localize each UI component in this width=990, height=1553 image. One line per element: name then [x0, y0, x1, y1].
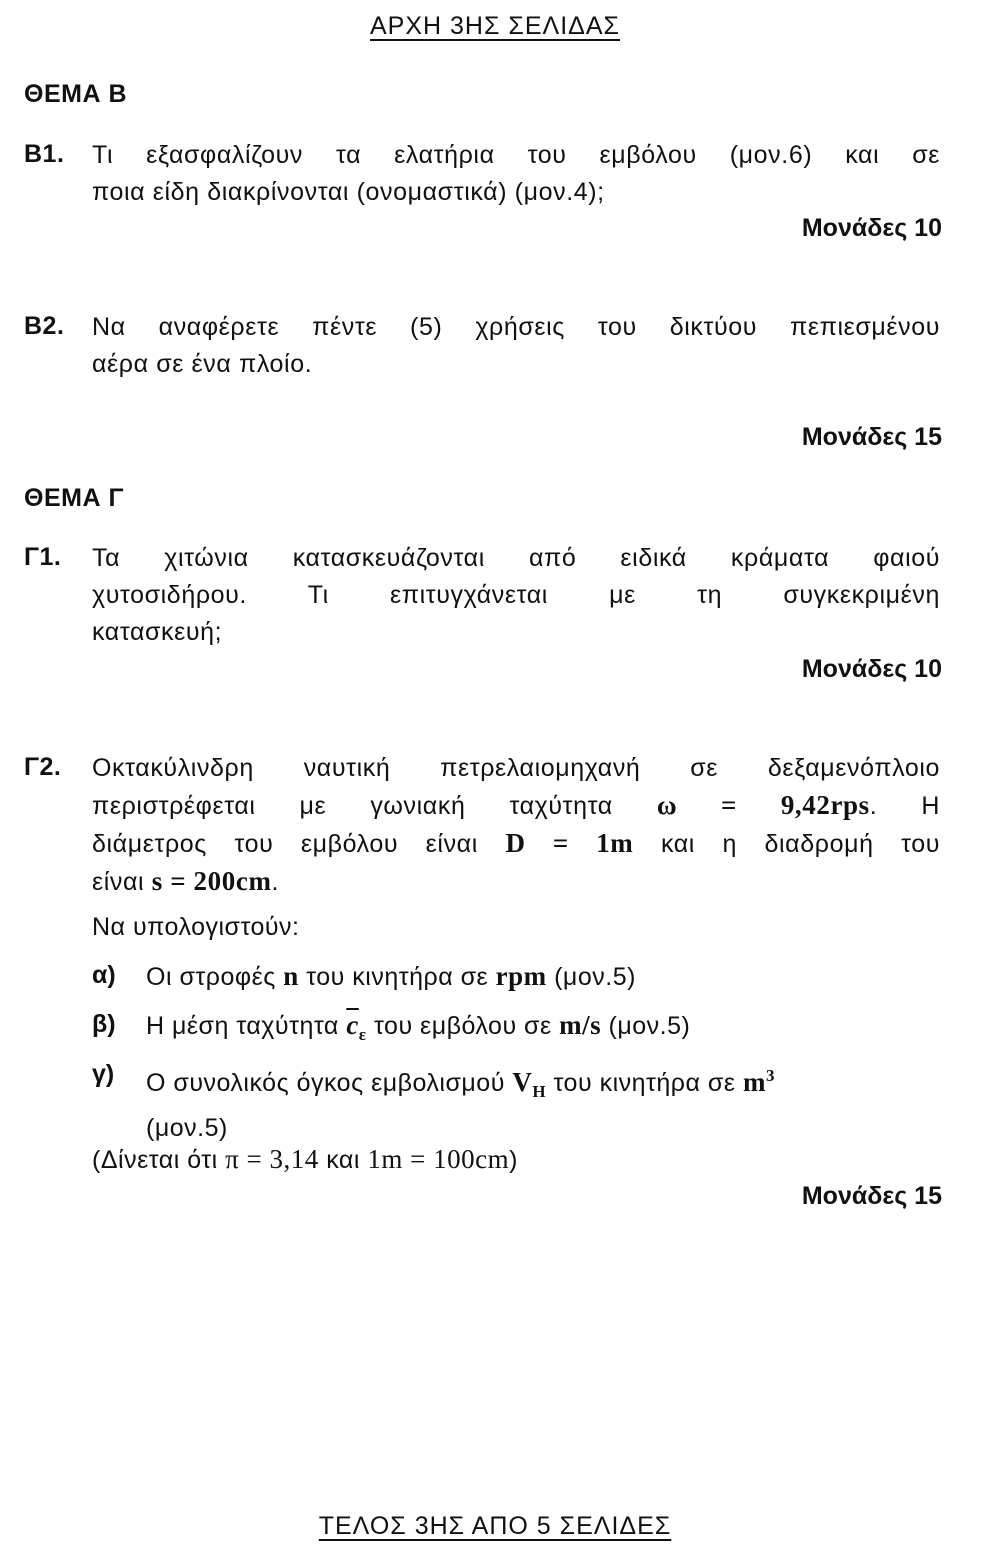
question-c2-label: Γ2. — [24, 753, 62, 781]
text-fragment: Η μέση ταχύτητα — [146, 1012, 339, 1040]
text-fragment: περιστρέφεται με γωνιακή ταχύτητα — [92, 792, 613, 820]
item-a-text — [146, 958, 936, 996]
symbol-v: V — [512, 1067, 533, 1097]
item-c-label: γ) — [92, 1060, 115, 1088]
question-c1-marks: Μονάδες 10 — [801, 655, 942, 683]
text-line: κατασκευή; — [92, 618, 223, 646]
meter-expression: 1m = 100cm — [367, 1144, 510, 1174]
text-fragment: και η διαδρομή του — [660, 830, 941, 858]
symbol-subscript: H — [532, 1082, 547, 1101]
text-line: Οκτακύλινδρη ναυτική πετρελαιομηχανή σε δεξαμενόπλοιο — [92, 754, 940, 782]
item-a-label: α) — [92, 961, 116, 989]
item-c-text — [146, 1057, 936, 1147]
text-line — [92, 863, 940, 901]
text-fragment: . Η — [869, 792, 941, 820]
text-fragment: του εμβόλου σε — [374, 1012, 552, 1040]
text-fragment: είναι — [92, 868, 145, 896]
text-fragment: και — [326, 1146, 360, 1174]
given-values — [92, 1144, 518, 1175]
symbol-c-mean: $\overline{c}$ — [346, 1010, 359, 1040]
question-b2-marks: Μονάδες 15 — [801, 423, 942, 451]
question-b1-marks: Μονάδες 10 — [801, 214, 942, 242]
question-b1-text — [92, 137, 940, 211]
symbol-subscript: ε — [358, 1025, 367, 1044]
question-b2-label: Β2. — [24, 312, 65, 340]
unit-rpm: rpm — [495, 961, 547, 991]
question-c2-text — [92, 750, 940, 901]
question-b1-label: Β1. — [24, 140, 65, 168]
text-line: ποια είδη διακρίνονται (ονομαστικά) (μον.4); — [92, 178, 605, 206]
unit-m-per-s: m/s — [559, 1010, 602, 1040]
question-c1-text — [92, 540, 940, 651]
text-line: αέρα σε ένα πλοίο. — [92, 350, 313, 378]
text-fragment: Οι στροφές — [146, 963, 276, 991]
text-fragment: διάμετρος του εμβόλου είναι — [92, 830, 478, 858]
theme-b-title: ΘΕΜΑ Β — [24, 80, 127, 108]
item-b-text — [146, 1007, 936, 1053]
theme-c-title: ΘΕΜΑ Γ — [24, 484, 124, 512]
text-fragment: του κινητήρα σε — [553, 1069, 736, 1097]
omega-expression: ω = 9,42rps — [656, 790, 870, 820]
stroke-expression: s = 200cm — [151, 866, 272, 896]
text-fragment: (μον.5) — [554, 963, 636, 991]
text-fragment: ) — [509, 1146, 518, 1174]
unit-m3: m — [742, 1067, 766, 1097]
text-fragment: Ο συνολικός όγκος εμβολισμού — [146, 1069, 505, 1097]
text-fragment: (μον.5) — [608, 1012, 691, 1040]
calc-intro: Να υπολογιστούν: — [92, 913, 300, 941]
diameter-expression: D = 1m — [505, 828, 634, 858]
text-line: Τι εξασφαλίζουν τα ελατήρια του εμβόλου (μον.6) και σε — [92, 141, 940, 169]
page-footer: ΤΕΛΟΣ 3ΗΣ ΑΠΟ 5 ΣΕΛΙΔΕΣ — [318, 1512, 672, 1540]
text-line: Να αναφέρετε πέντε (5) χρήσεις του δικτύου πεπιεσμένου — [92, 313, 940, 341]
text-line: χυτοσιδήρου. Τι επιτυγχάνεται με τη συγκεκριμένη — [92, 581, 940, 609]
question-c1-label: Γ1. — [24, 543, 62, 571]
page-header: ΑΡΧΗ 3ΗΣ ΣΕΛΙΔΑΣ — [370, 12, 620, 40]
text-fragment: του κινητήρα σε — [306, 963, 489, 991]
pi-expression: π = 3,14 — [225, 1144, 319, 1174]
unit-superscript: 3 — [765, 1066, 775, 1085]
text-fragment: (μον.5) — [146, 1114, 228, 1142]
text-line: Τα χιτώνια κατασκευάζονται από ειδικά κράματα φαιού — [92, 544, 940, 572]
text-line — [92, 825, 940, 863]
symbol-n: n — [283, 961, 299, 991]
question-b2-text — [92, 309, 940, 383]
question-c2-marks: Μονάδες 15 — [801, 1182, 942, 1210]
text-fragment: . — [271, 868, 280, 896]
text-line — [92, 787, 940, 825]
item-b-label: β) — [92, 1010, 116, 1038]
text-fragment: (Δίνεται ότι — [92, 1146, 218, 1174]
